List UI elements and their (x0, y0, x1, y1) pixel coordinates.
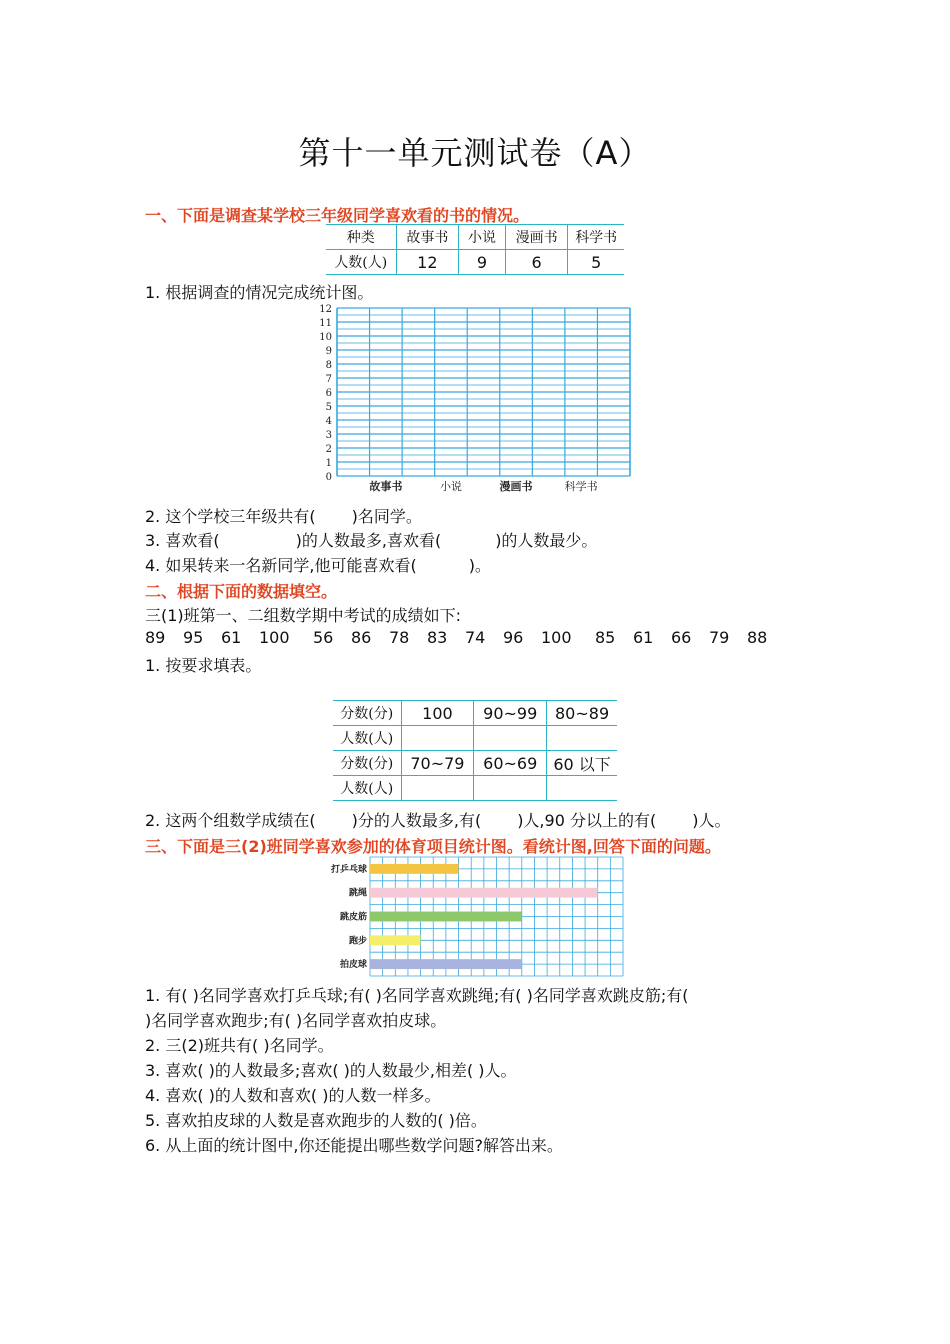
category-label: 打乒乓球 (330, 864, 367, 875)
score-label: 分数(分) (333, 751, 401, 776)
category-label: 跳皮筋 (339, 912, 367, 923)
s3-q6: 6. 从上面的统计图中,你还能提出哪些数学问题?解答出来。 (145, 1136, 563, 1155)
s2-q2-text-b: )分的人数最多,有( (351, 811, 482, 830)
section3-heading: 三、下面是三(2)班同学喜欢参加的体育项目统计图。看统计图,回答下面的问题。 (145, 837, 721, 856)
y-tick-label: 8 (325, 360, 332, 371)
x-tick-label: 小说 (439, 480, 462, 493)
s2-intro: 三(1)班第一、二组数学期中考试的成绩如下: (145, 606, 462, 625)
answer-cell[interactable] (547, 776, 617, 801)
s1-q4-text-a: 4. 如果转来一名新同学,他可能喜欢看( (145, 556, 417, 575)
s2-q2 (145, 808, 730, 831)
y-tick-label: 4 (325, 416, 332, 427)
count-label: 人数(人) (333, 726, 401, 751)
score-value: 86 (351, 628, 372, 647)
score-value: 61 (221, 628, 242, 647)
answer-cell[interactable] (474, 776, 547, 801)
value-cell: 6 (505, 250, 568, 275)
y-tick-label: 7 (325, 374, 332, 385)
range-cell: 60 以下 (547, 751, 617, 776)
answer-cell[interactable] (474, 726, 547, 751)
bar (370, 888, 598, 898)
s3-q4: 4. 喜欢( )的人数和喜欢( )的人数一样多。 (145, 1086, 441, 1105)
score-value: 95 (183, 628, 204, 647)
y-tick-label: 1 (325, 458, 332, 469)
y-tick-label: 11 (319, 318, 332, 329)
y-tick-label: 10 (319, 332, 332, 343)
s1-q3-text-a: 3. 喜欢看( (145, 531, 220, 550)
x-tick-label: 故事书 (369, 480, 403, 493)
bar (370, 959, 522, 969)
table-header-label: 种类 (326, 225, 396, 250)
s2-q2-text-a: 2. 这两个组数学成绩在( (145, 811, 316, 830)
books-chart-grid (310, 302, 640, 498)
s3-q1-line1: 1. 有( )名同学喜欢打乒乓球;有( )名同学喜欢跳绳;有( )名同学喜欢跳皮筋;有( (145, 986, 689, 1005)
s2-q1: 1. 按要求填表。 (145, 656, 262, 675)
s3-q5: 5. 喜欢拍皮球的人数是喜欢跑步的人数的( )倍。 (145, 1111, 487, 1130)
score-value: 96 (503, 628, 524, 647)
category-cell: 科学书 (568, 225, 624, 250)
score-value: 89 (145, 628, 166, 647)
y-tick-label: 0 (325, 472, 332, 483)
score-value: 61 (633, 628, 654, 647)
s1-q2-text-b: )名同学。 (351, 507, 422, 526)
range-cell: 60~69 (474, 751, 547, 776)
y-tick-label: 12 (319, 304, 332, 315)
s3-q1-line2: )名同学喜欢跑步;有( )名同学喜欢拍皮球。 (145, 1011, 447, 1030)
s1-q1: 1. 根据调查的情况完成统计图。 (145, 283, 374, 302)
score-value: 83 (427, 628, 448, 647)
x-tick-label: 科学书 (564, 480, 598, 493)
s1-q3-text-c: )的人数最少。 (495, 531, 598, 550)
s3-q3: 3. 喜欢( )的人数最多;喜欢( )的人数最少,相差( )人。 (145, 1061, 517, 1080)
score-value: 85 (595, 628, 616, 647)
category-label: 拍皮球 (339, 960, 367, 971)
y-tick-label: 9 (325, 346, 332, 357)
page-title: 第十一单元测试卷（A） (298, 134, 652, 172)
scores-table (333, 700, 617, 801)
s1-q3-text-b: )的人数最多,喜欢看( (295, 531, 442, 550)
category-cell: 故事书 (396, 225, 459, 250)
section1-heading: 一、下面是调查某学校三年级同学喜欢看的书的情况。 (145, 206, 530, 225)
category-label: 跑步 (348, 936, 367, 947)
s2-q2-text-c: )人,90 分以上的有( (517, 811, 657, 830)
score-value: 79 (709, 628, 730, 647)
score-value: 78 (389, 628, 410, 647)
s1-q2-text-a: 2. 这个学校三年级共有( (145, 507, 316, 526)
value-cell: 5 (568, 250, 624, 275)
category-cell: 漫画书 (505, 225, 568, 250)
s1-q4-text-b: )。 (468, 556, 491, 575)
s1-q3 (145, 528, 597, 551)
range-cell: 90~99 (474, 701, 547, 726)
category-label: 跳绳 (348, 888, 367, 899)
bar (370, 864, 459, 874)
score-label: 分数(分) (333, 701, 401, 726)
bar (370, 912, 522, 922)
category-cell: 小说 (459, 225, 506, 250)
bar (370, 935, 421, 945)
range-cell: 70~79 (401, 751, 474, 776)
s2-q2-text-d: )人。 (692, 811, 731, 830)
y-tick-label: 2 (325, 444, 332, 455)
range-cell: 80~89 (547, 701, 617, 726)
score-value: 88 (747, 628, 768, 647)
s3-q2: 2. 三(2)班共有( )名同学。 (145, 1036, 334, 1055)
y-tick-label: 5 (325, 402, 332, 413)
range-cell: 100 (401, 701, 474, 726)
answer-cell[interactable] (547, 726, 617, 751)
answer-cell[interactable] (401, 776, 474, 801)
y-tick-label: 3 (325, 430, 332, 441)
value-cell: 9 (459, 250, 506, 275)
y-tick-label: 6 (325, 388, 332, 399)
sports-bar-chart (318, 855, 628, 979)
score-value: 100 (259, 628, 290, 647)
value-cell: 12 (396, 250, 459, 275)
score-value: 100 (541, 628, 572, 647)
count-label: 人数(人) (333, 776, 401, 801)
score-value: 56 (313, 628, 334, 647)
row-label: 人数(人) (326, 250, 396, 275)
score-value: 66 (671, 628, 692, 647)
s1-q2 (145, 504, 422, 527)
answer-cell[interactable] (401, 726, 474, 751)
s1-q4 (145, 553, 491, 576)
x-tick-label: 漫画书 (499, 480, 533, 493)
section2-heading: 二、根据下面的数据填空。 (145, 582, 338, 601)
score-value: 74 (465, 628, 486, 647)
books-table (326, 224, 624, 275)
